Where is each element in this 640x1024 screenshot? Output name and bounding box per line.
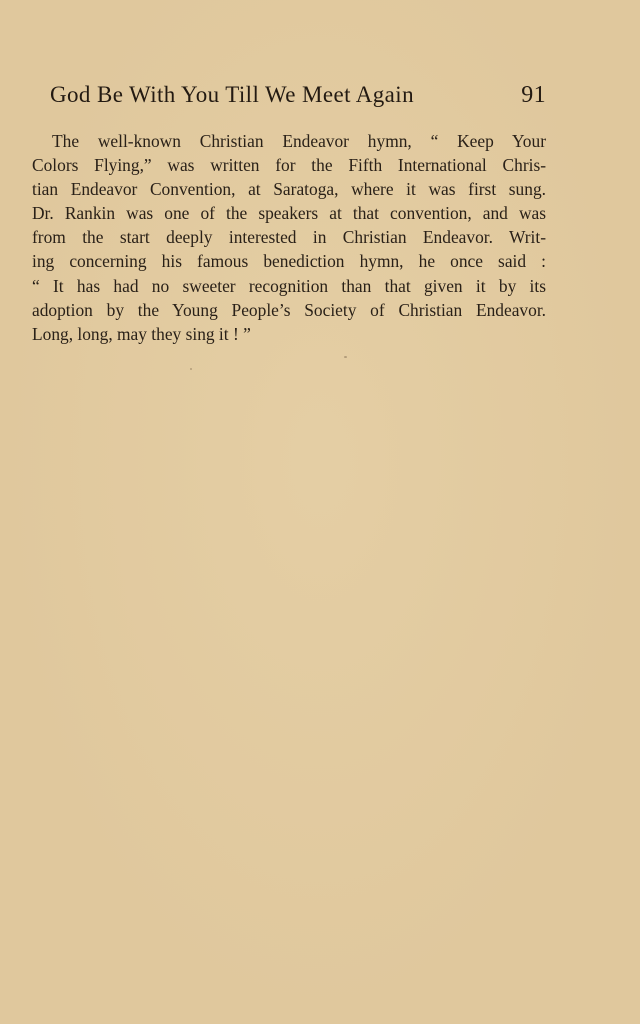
paper-speck — [190, 368, 192, 370]
running-title: God Be With You Till We Meet Again — [50, 82, 414, 107]
running-head — [50, 82, 546, 118]
text-line: tian Endeavor Convention, at Saratoga, where it was first sung. — [32, 179, 546, 200]
text-line: “ It has had no sweeter recognition than that given it by its — [32, 275, 546, 296]
page-number: 91 — [521, 82, 546, 108]
text-line: from the start deeply interested in Christian Endeavor. Writ- — [32, 227, 546, 248]
paragraph — [32, 129, 546, 346]
text-line: The well-known Christian Endeavor hymn, “ Keep Your — [52, 131, 546, 151]
text-line: ing concerning his famous benediction hymn, he once said : — [32, 251, 546, 272]
text-line: Dr. Rankin was one of the speakers at that convention, and was — [32, 203, 546, 224]
text-line: Long, long, may they sing it ! ” — [32, 323, 251, 344]
text-line: Colors Flying,” was written for the Fifth International Chris- — [32, 155, 546, 176]
paper-speck — [344, 356, 347, 358]
text-line: adoption by the Young People’s Society of Christian Endeavor. — [32, 299, 546, 320]
